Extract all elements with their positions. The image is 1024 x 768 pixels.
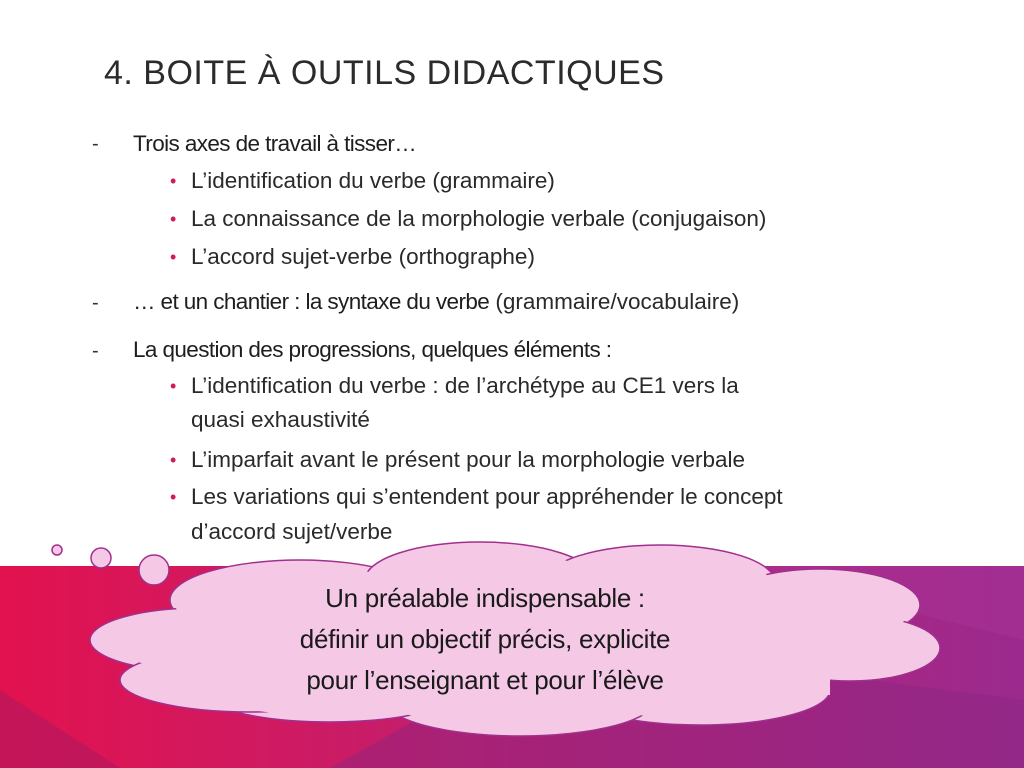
list-item-heading: La question des progressions, quelques éléments :: [133, 337, 612, 362]
slide-title: 4. BOITE À OUTILS DIDACTIQUES: [104, 54, 665, 92]
sub-item: L’imparfait avant le présent pour la morphologie verbale: [191, 447, 746, 472]
cloud-bubble-small: [52, 545, 62, 555]
callout-line: Un préalable indispensable :: [325, 583, 645, 613]
sub-item-continuation: d’accord sujet/verbe: [191, 519, 393, 544]
list-item-text: … et un chantier : la syntaxe du verbe: [133, 289, 490, 314]
list-dash: -: [92, 133, 99, 155]
sub-item-continuation: quasi exhaustivité: [191, 407, 370, 432]
bullet-icon: •: [170, 171, 177, 191]
sub-item: La connaissance de la morphologie verbale (conjugaison): [191, 206, 767, 231]
sub-item: Les variations qui s’entendent pour appréhender le concept: [191, 484, 783, 509]
sub-item: L’identification du verbe (grammaire): [191, 168, 555, 193]
list-item-heading: Trois axes de travail à tisser…: [133, 131, 417, 156]
bullet-icon: •: [170, 376, 177, 396]
callout-line: définir un objectif précis, explicite: [299, 624, 671, 654]
sub-item: L’identification du verbe : de l’archétype au CE1 vers la: [191, 373, 739, 398]
list-dash: -: [92, 340, 99, 362]
bullet-icon: •: [170, 209, 177, 229]
cloud-bubble-medium: [91, 548, 111, 568]
callout-line: pour l’enseignant et pour l’élève: [306, 665, 664, 695]
list-item-suffix: (grammaire/vocabulaire): [489, 289, 740, 314]
list-dash: -: [92, 292, 99, 314]
sub-item: L’accord sujet-verbe (orthographe): [191, 244, 535, 269]
cloud-bubble-large: [139, 555, 169, 585]
bullet-icon: •: [170, 247, 177, 267]
bullet-icon: •: [170, 450, 177, 470]
bullet-icon: •: [170, 487, 177, 507]
